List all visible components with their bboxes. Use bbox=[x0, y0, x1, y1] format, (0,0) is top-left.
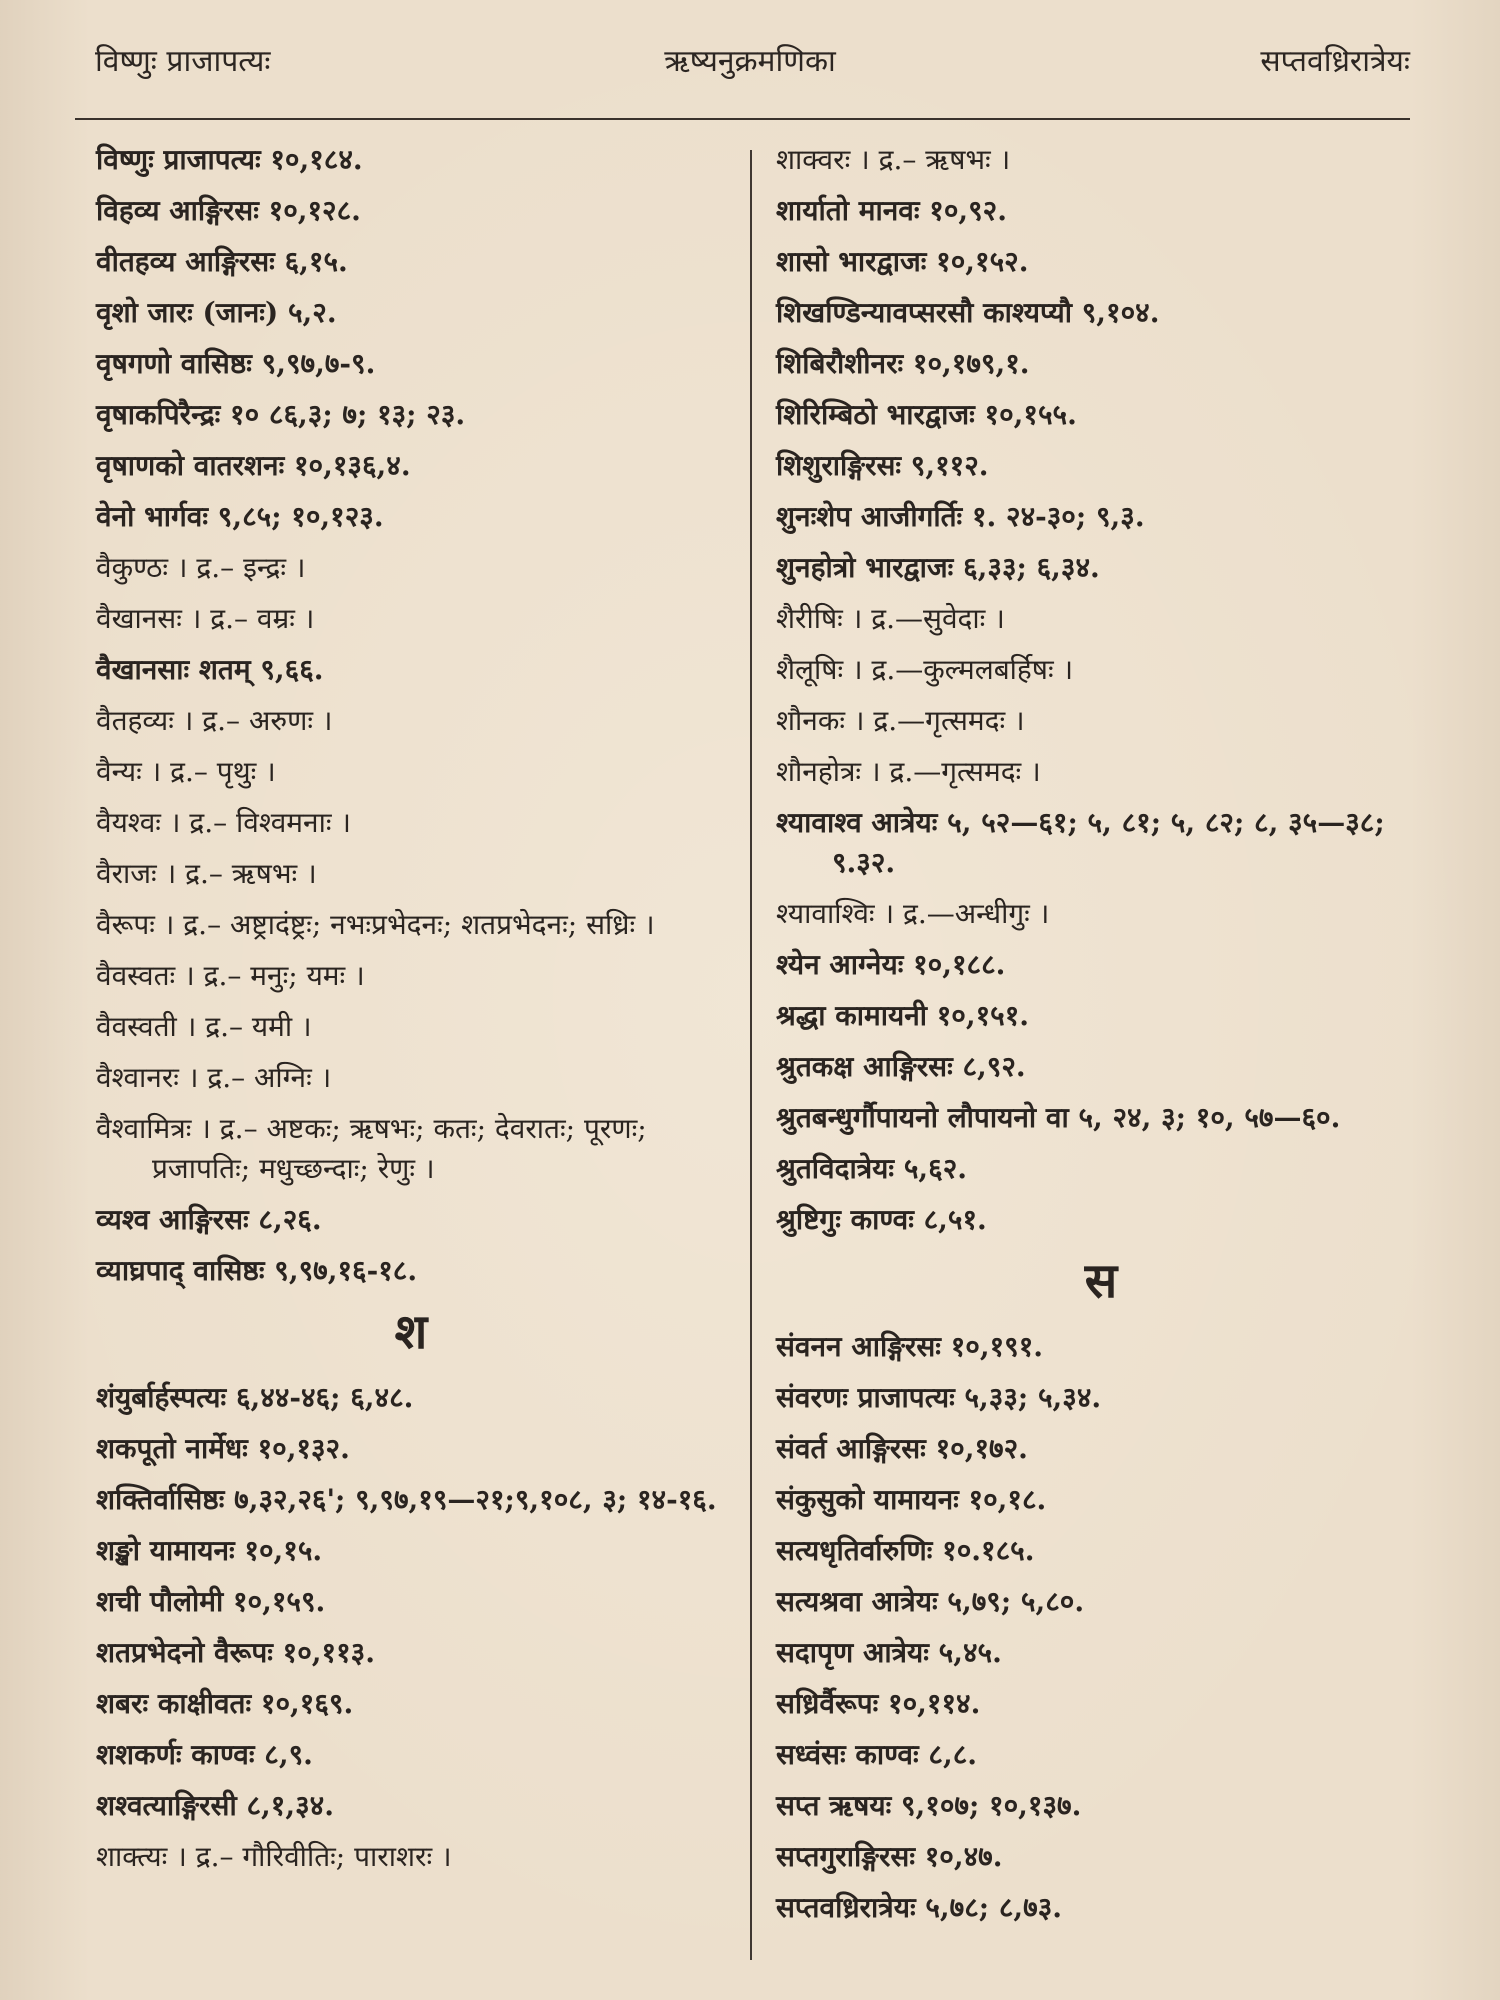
cross-reference-entry: वैयश्वः । द्र.– विश्वमनाः । bbox=[96, 806, 352, 839]
index-entry: शंयुर्बार्हस्पत्यः ६,४४-४६; ६,४८. bbox=[96, 1381, 414, 1414]
cross-reference-entry: वैरूपः । द्र.– अष्ट्रादंष्ट्रः; नभःप्रभेदनः; शतप्रभेदनः; सध्रिः । bbox=[96, 908, 655, 941]
index-entry: श्रद्धा कामायनी १०,१५१. bbox=[776, 999, 1030, 1032]
index-entry: श्रुतबन्धुर्गौपायनो लौपायनो वा ५, २४, ३; १०, ५७—६०. bbox=[776, 1101, 1341, 1134]
section-letter-heading: स bbox=[1084, 1253, 1118, 1309]
running-head-right: सप्तवध्रिरात्रेयः bbox=[1260, 44, 1410, 79]
index-entry: शकपूतो नार्मेधः १०,१३२. bbox=[96, 1432, 350, 1465]
index-entry: सत्यश्रवा आत्रेयः ५,७९; ५,८०. bbox=[776, 1585, 1085, 1618]
index-entry: वेनो भार्गवः ९,८५; १०,१२३. bbox=[96, 500, 384, 533]
cross-reference-entry: वैन्यः । द्र.– पृथुः । bbox=[96, 755, 276, 788]
cross-reference-entry: वैखानसः । द्र.– वम्रः । bbox=[96, 602, 315, 635]
cross-reference-entry: शाक्वरः । द्र.– ऋषभः । bbox=[776, 143, 1011, 176]
page-header bbox=[0, 0, 1500, 125]
index-entry: शक्तिर्वासिष्ठः ७,३२,२६'; ९,९७,१९—२१;९,१०८, ३; १४-१६. bbox=[96, 1483, 717, 1516]
index-entry: संवर्त आङ्गिरसः १०,१७२. bbox=[776, 1432, 1028, 1465]
cross-reference-entry: शौनकः । द्र.—गृत्समदः । bbox=[776, 704, 1025, 737]
cross-reference-entry: शैलूषिः । द्र.—कुल्मलबर्हिषः । bbox=[776, 653, 1074, 686]
index-entry: सध्रिर्वैरूपः १०,११४. bbox=[776, 1687, 981, 1720]
index-entry: सप्त ऋषयः ९,१०७; १०,१३७. bbox=[776, 1789, 1082, 1822]
index-entry: शशकर्णः काण्वः ८,९. bbox=[96, 1738, 313, 1771]
index-entry: शार्यातो मानवः १०,९२. bbox=[776, 194, 1007, 227]
index-entry: सत्यधृतिर्वारुणिः १०.१८५. bbox=[776, 1534, 1035, 1567]
header-rule bbox=[75, 118, 1410, 120]
cross-reference-entry: वैतहव्यः । द्र.– अरुणः । bbox=[96, 704, 333, 737]
index-entry: शङ्खो यामायनः १०,१५. bbox=[96, 1534, 323, 1567]
cross-reference-entry: शैरीषिः । द्र.—सुवेदाः । bbox=[776, 602, 1005, 635]
cross-reference-entry: वैवस्वती । द्र.– यमी । bbox=[96, 1010, 312, 1043]
index-entry: श्रुष्टिगुः काण्वः ८,५१. bbox=[776, 1203, 987, 1236]
index-entry: श्रुतविदात्रेयः ५,६२. bbox=[776, 1152, 968, 1185]
cross-reference-entry: श्यावाश्विः । द्र.—अन्धीगुः । bbox=[776, 897, 1050, 930]
index-entry: वीतहव्य आङ्गिरसः ६,१५. bbox=[96, 245, 348, 278]
cross-reference-entry: वैश्वामित्रः । द्र.– अष्टकः; ऋषभः; कतः; देवरातः; पूरणः; प्रजापतिः; मधुच्छन्दाः; रेणुः । bbox=[96, 1112, 647, 1185]
index-entry: शिशुराङ्गिरसः ९,११२. bbox=[776, 449, 989, 482]
index-entry: सप्तगुराङ्गिरसः १०,४७. bbox=[776, 1840, 1003, 1873]
index-entry: शिबिरौशीनरः १०,१७९,१. bbox=[776, 347, 1030, 380]
index-entry: संवनन आङ्गिरसः १०,१९१. bbox=[776, 1330, 1043, 1363]
index-entry: शतप्रभेदनो वैरूपः १०,११३. bbox=[96, 1636, 375, 1669]
index-entry: विष्णुः प्राजापत्यः १०,१८४. bbox=[96, 143, 363, 176]
index-entry: वैखानसाः शतम् ९,६६. bbox=[96, 653, 324, 686]
index-entry: वृशो जारः (जानः) ५,२. bbox=[96, 296, 337, 329]
index-entry: शिरिम्बिठो भारद्वाजः १०,१५५. bbox=[776, 398, 1077, 431]
index-entry: संवरणः प्राजापत्यः ५,३३; ५,३४. bbox=[776, 1381, 1102, 1414]
index-entry: सप्तवध्रिरात्रेयः ५,७८; ८,७३. bbox=[776, 1891, 1063, 1924]
section-letter-heading: श bbox=[394, 1304, 428, 1360]
index-entry: शची पौलोमी १०,१५९. bbox=[96, 1585, 326, 1618]
column-divider bbox=[750, 150, 752, 1960]
index-entry: सध्वंसः काण्वः ८,८. bbox=[776, 1738, 978, 1771]
index-entry: शिखण्डिन्यावप्सरसौ काश्यप्यौ ९,१०४. bbox=[776, 296, 1160, 329]
cross-reference-entry: वैश्वानरः । द्र.– अग्निः । bbox=[96, 1061, 332, 1094]
running-head-left: विष्णुः प्राजापत्यः bbox=[95, 44, 271, 79]
index-entry: वृषगणो वासिष्ठः ९,९७,७-९. bbox=[96, 347, 376, 380]
left-column bbox=[96, 140, 726, 1888]
index-entry: व्यश्व आङ्गिरसः ८,२६. bbox=[96, 1203, 322, 1236]
cross-reference-entry: शाक्त्यः । द्र.– गौरिवीतिः; पाराशरः । bbox=[96, 1840, 452, 1873]
index-entry: शश्वत्याङ्गिरसी ८,१,३४. bbox=[96, 1789, 334, 1822]
index-entry: संकुसुको यामायनः १०,१८. bbox=[776, 1483, 1047, 1516]
cross-reference-entry: शौनहोत्रः । द्र.—गृत्समदः । bbox=[776, 755, 1041, 788]
running-head-title: ऋष्यनुक्रमणिका bbox=[664, 44, 836, 79]
index-entry: श्रुतकक्ष आङ्गिरसः ८,९२. bbox=[776, 1050, 1026, 1083]
index-entry: वृषाकपिरैन्द्रः १० ८६,३; ७; १३; २३. bbox=[96, 398, 466, 431]
index-entry: सदापृण आत्रेयः ५,४५. bbox=[776, 1636, 1002, 1669]
index-entry: श्यावाश्व आत्रेयः ५, ५२—६१; ५, ८१; ५, ८२; ८, ३५—३८; ९.३२. bbox=[776, 806, 1385, 879]
cross-reference-entry: वैराजः । द्र.– ऋषभः । bbox=[96, 857, 317, 890]
index-entry: वृषाणको वातरशनः १०,१३६,४. bbox=[96, 449, 411, 482]
index-entry: शुनहोत्रो भारद्वाजः ६,३३; ६,३४. bbox=[776, 551, 1100, 584]
cross-reference-entry: वैवस्वतः । द्र.– मनुः; यमः । bbox=[96, 959, 365, 992]
cross-reference-entry: वैकुण्ठः । द्र.– इन्द्रः । bbox=[96, 551, 306, 584]
index-entry: शुनःशेप आजीगर्तिः १. २४-३०; ९,३. bbox=[776, 500, 1145, 533]
index-entry: शासो भारद्वाजः १०,१५२. bbox=[776, 245, 1029, 278]
index-entry: विहव्य आङ्गिरसः १०,१२८. bbox=[96, 194, 361, 227]
index-entry: शबरः काक्षीवतः १०,१६९. bbox=[96, 1687, 354, 1720]
index-entry: व्याघ्रपाद् वासिष्ठः ९,९७,१६-१८. bbox=[96, 1254, 418, 1287]
index-entry: श्येन आग्नेयः १०,१८८. bbox=[776, 948, 1006, 981]
right-column bbox=[776, 140, 1426, 1939]
